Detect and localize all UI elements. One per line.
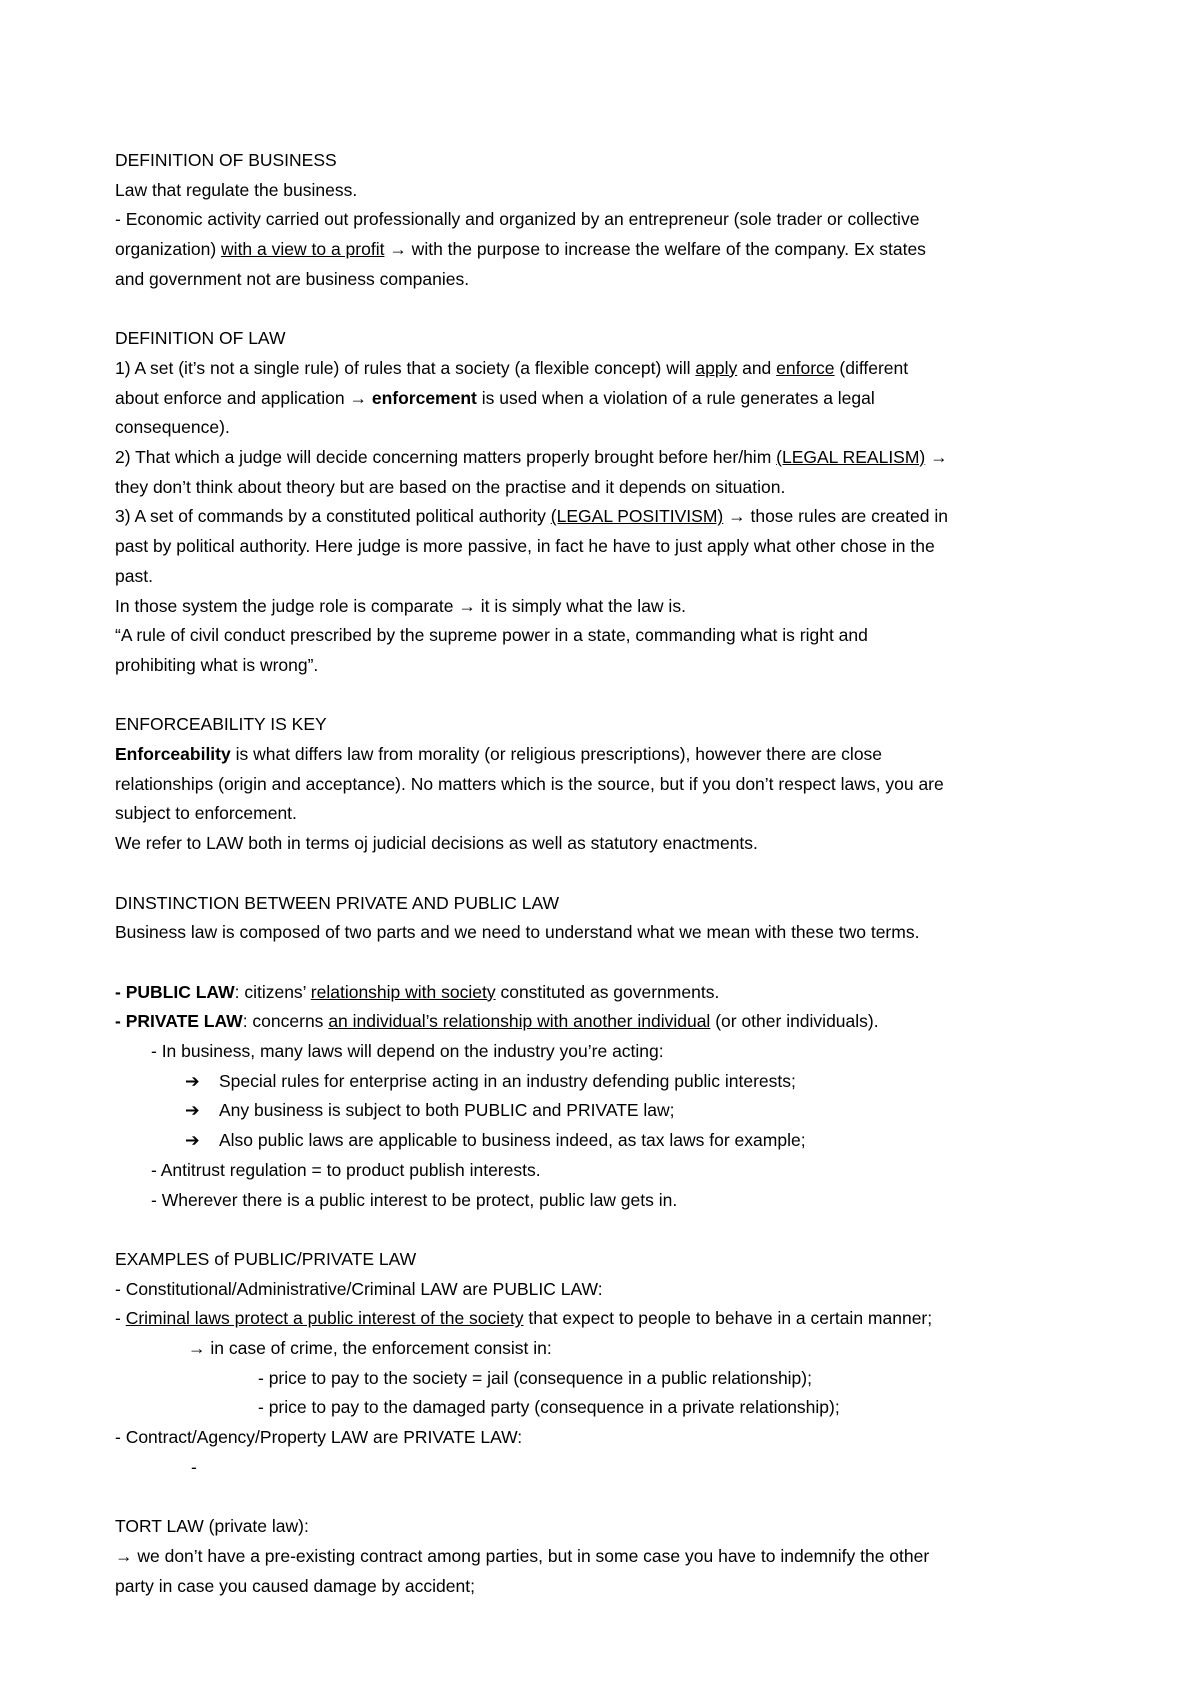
private-law-line (115, 1007, 1105, 1037)
paragraph-line: - Economic activity carried out professionally and organized by an entrepreneur (sole trader or collective (115, 209, 920, 230)
bold-text: PRIVATE LAW (125, 1011, 243, 1032)
text-run: organization) (115, 239, 222, 260)
arrow-bullet-icon: ➔ (185, 1070, 200, 1091)
paragraph-line: - Contract/Agency/Property LAW are PRIVATE LAW: (115, 1427, 523, 1448)
text-run: (or other individuals). (710, 1011, 879, 1032)
text-run: and (737, 357, 777, 378)
public-law-line (115, 978, 1105, 1008)
text-run: 1) A set (it’s not a single rule) of rules that a society (a flexible concept) will (115, 357, 696, 378)
text-run: 2) That which a judge will decide concerning matters properly brought before her/him (115, 447, 777, 468)
paragraph-line (115, 384, 1105, 414)
bullet-text: Also public laws are applicable to business indeed, as tax laws for example; (219, 1130, 806, 1151)
empty-list-item: - (191, 1456, 197, 1477)
underlined-text: (LEGAL REALISM) (776, 447, 926, 468)
blank-line (115, 948, 1105, 978)
bullet-item (115, 1096, 1105, 1126)
underlined-text: relationship with society (310, 981, 496, 1002)
text-run: constituted as governments. (495, 981, 720, 1002)
underlined-text: enforce (776, 357, 835, 378)
sub-item: - Antitrust regulation = to product publish interests. (151, 1159, 541, 1180)
bullet-text: Any business is subject to both PUBLIC and PRIVATE law; (219, 1100, 675, 1121)
paragraph-line: - Constitutional/Administrative/Criminal LAW are PUBLIC LAW: (115, 1278, 603, 1299)
section-heading-enforceability: ENFORCEABILITY IS KEY (115, 714, 327, 735)
sub-item: → in case of crime, the enforcement consist in: (188, 1338, 552, 1359)
sub-item: - In business, many laws will depend on the industry you’re acting: (151, 1041, 664, 1062)
paragraph-line (115, 443, 1105, 473)
text-run: about enforce and application → (115, 387, 372, 408)
bold-text: - (115, 1011, 126, 1032)
paragraph-line (115, 740, 1105, 770)
paragraph-line: We refer to LAW both in terms oj judicial decisions as well as statutory enactments. (115, 833, 758, 854)
paragraph-line (115, 354, 1105, 384)
sub-item: - Wherever there is a public interest to be protect, public law gets in. (151, 1189, 678, 1210)
blank-line (115, 681, 1105, 711)
section-heading-distinction: DINSTINCTION BETWEEN PRIVATE AND PUBLIC LAW (115, 892, 560, 913)
quote-line: prohibiting what is wrong”. (115, 654, 319, 675)
underlined-text: with a view to a profit (221, 239, 385, 260)
paragraph-line: past by political authority. Here judge is more passive, in fact he have to just apply what other chose in the (115, 536, 935, 557)
text-run: is what differs law from morality (or religious prescriptions), however there are close (230, 744, 883, 765)
paragraph-line: consequence). (115, 417, 230, 438)
underlined-text: an individual’s relationship with another individual (328, 1011, 711, 1032)
bold-text: Enforceability (115, 744, 231, 765)
text-run: 3) A set of commands by a constituted political authority (115, 506, 551, 527)
text-run: - (115, 1308, 126, 1329)
paragraph-line: they don’t think about theory but are based on the practise and it depends on situation. (115, 476, 786, 497)
text-run: : citizens’ (234, 981, 311, 1002)
paragraph-line: In those system the judge role is comparate → it is simply what the law is. (115, 595, 686, 616)
paragraph-line: past. (115, 565, 153, 586)
underlined-text: Criminal laws protect a public interest of the society (125, 1308, 524, 1329)
blank-line (115, 859, 1105, 889)
text-run: → with the purpose to increase the welfare of the company. Ex states (384, 239, 926, 260)
paragraph-line: Business law is composed of two parts and we need to understand what we mean with these two terms. (115, 922, 920, 943)
text-run: → those rules are created in (723, 506, 948, 527)
paragraph-line (115, 235, 1105, 265)
arrow-bullet-icon: ➔ (185, 1130, 200, 1151)
bold-text: enforcement (371, 387, 477, 408)
text-run: → (925, 447, 948, 468)
bullet-text: Special rules for enterprise acting in an industry defending public interests; (219, 1070, 796, 1091)
arrow-bullet-icon: ➔ (185, 1100, 200, 1121)
blank-line (115, 1483, 1105, 1513)
underlined-text: (LEGAL POSITIVISM) (550, 506, 724, 527)
bold-text: - (115, 981, 126, 1002)
bullet-item (115, 1126, 1105, 1156)
bullet-item (115, 1067, 1105, 1097)
text-run: (different (834, 357, 909, 378)
section-heading-business: DEFINITION OF BUSINESS (115, 150, 337, 170)
section-heading-law: DEFINITION OF LAW (115, 328, 286, 349)
document-page (115, 146, 1105, 1601)
paragraph-line (115, 1304, 1105, 1334)
paragraph-line: → we don’t have a pre-existing contract among parties, but in some case you have to indemnify the other (115, 1545, 930, 1566)
blank-line (115, 1215, 1105, 1245)
paragraph-line: subject to enforcement. (115, 803, 297, 824)
blank-line (115, 295, 1105, 325)
text-run: is used when a violation of a rule generates a legal (476, 387, 875, 408)
paragraph-line: party in case you caused damage by accident; (115, 1575, 475, 1596)
paragraph-line: and government not are business companies. (115, 268, 470, 289)
underlined-text: apply (695, 357, 738, 378)
section-heading-tort: TORT LAW (private law): (115, 1516, 309, 1537)
quote-line: “A rule of civil conduct prescribed by the supreme power in a state, commanding what is right and (115, 625, 868, 646)
sub-sub-item: - price to pay to the society = jail (consequence in a public relationship); (258, 1367, 812, 1388)
paragraph-line (115, 502, 1105, 532)
bold-text: PUBLIC LAW (125, 981, 235, 1002)
text-run: : concerns (242, 1011, 329, 1032)
paragraph-line: Law that regulate the business. (115, 179, 358, 200)
section-heading-examples: EXAMPLES of PUBLIC/PRIVATE LAW (115, 1248, 417, 1269)
sub-sub-item: - price to pay to the damaged party (consequence in a private relationship); (258, 1397, 840, 1418)
text-run: that expect to people to behave in a certain manner; (523, 1308, 933, 1329)
paragraph-line: relationships (origin and acceptance). No matters which is the source, but if you don’t respect laws, you are (115, 773, 944, 794)
